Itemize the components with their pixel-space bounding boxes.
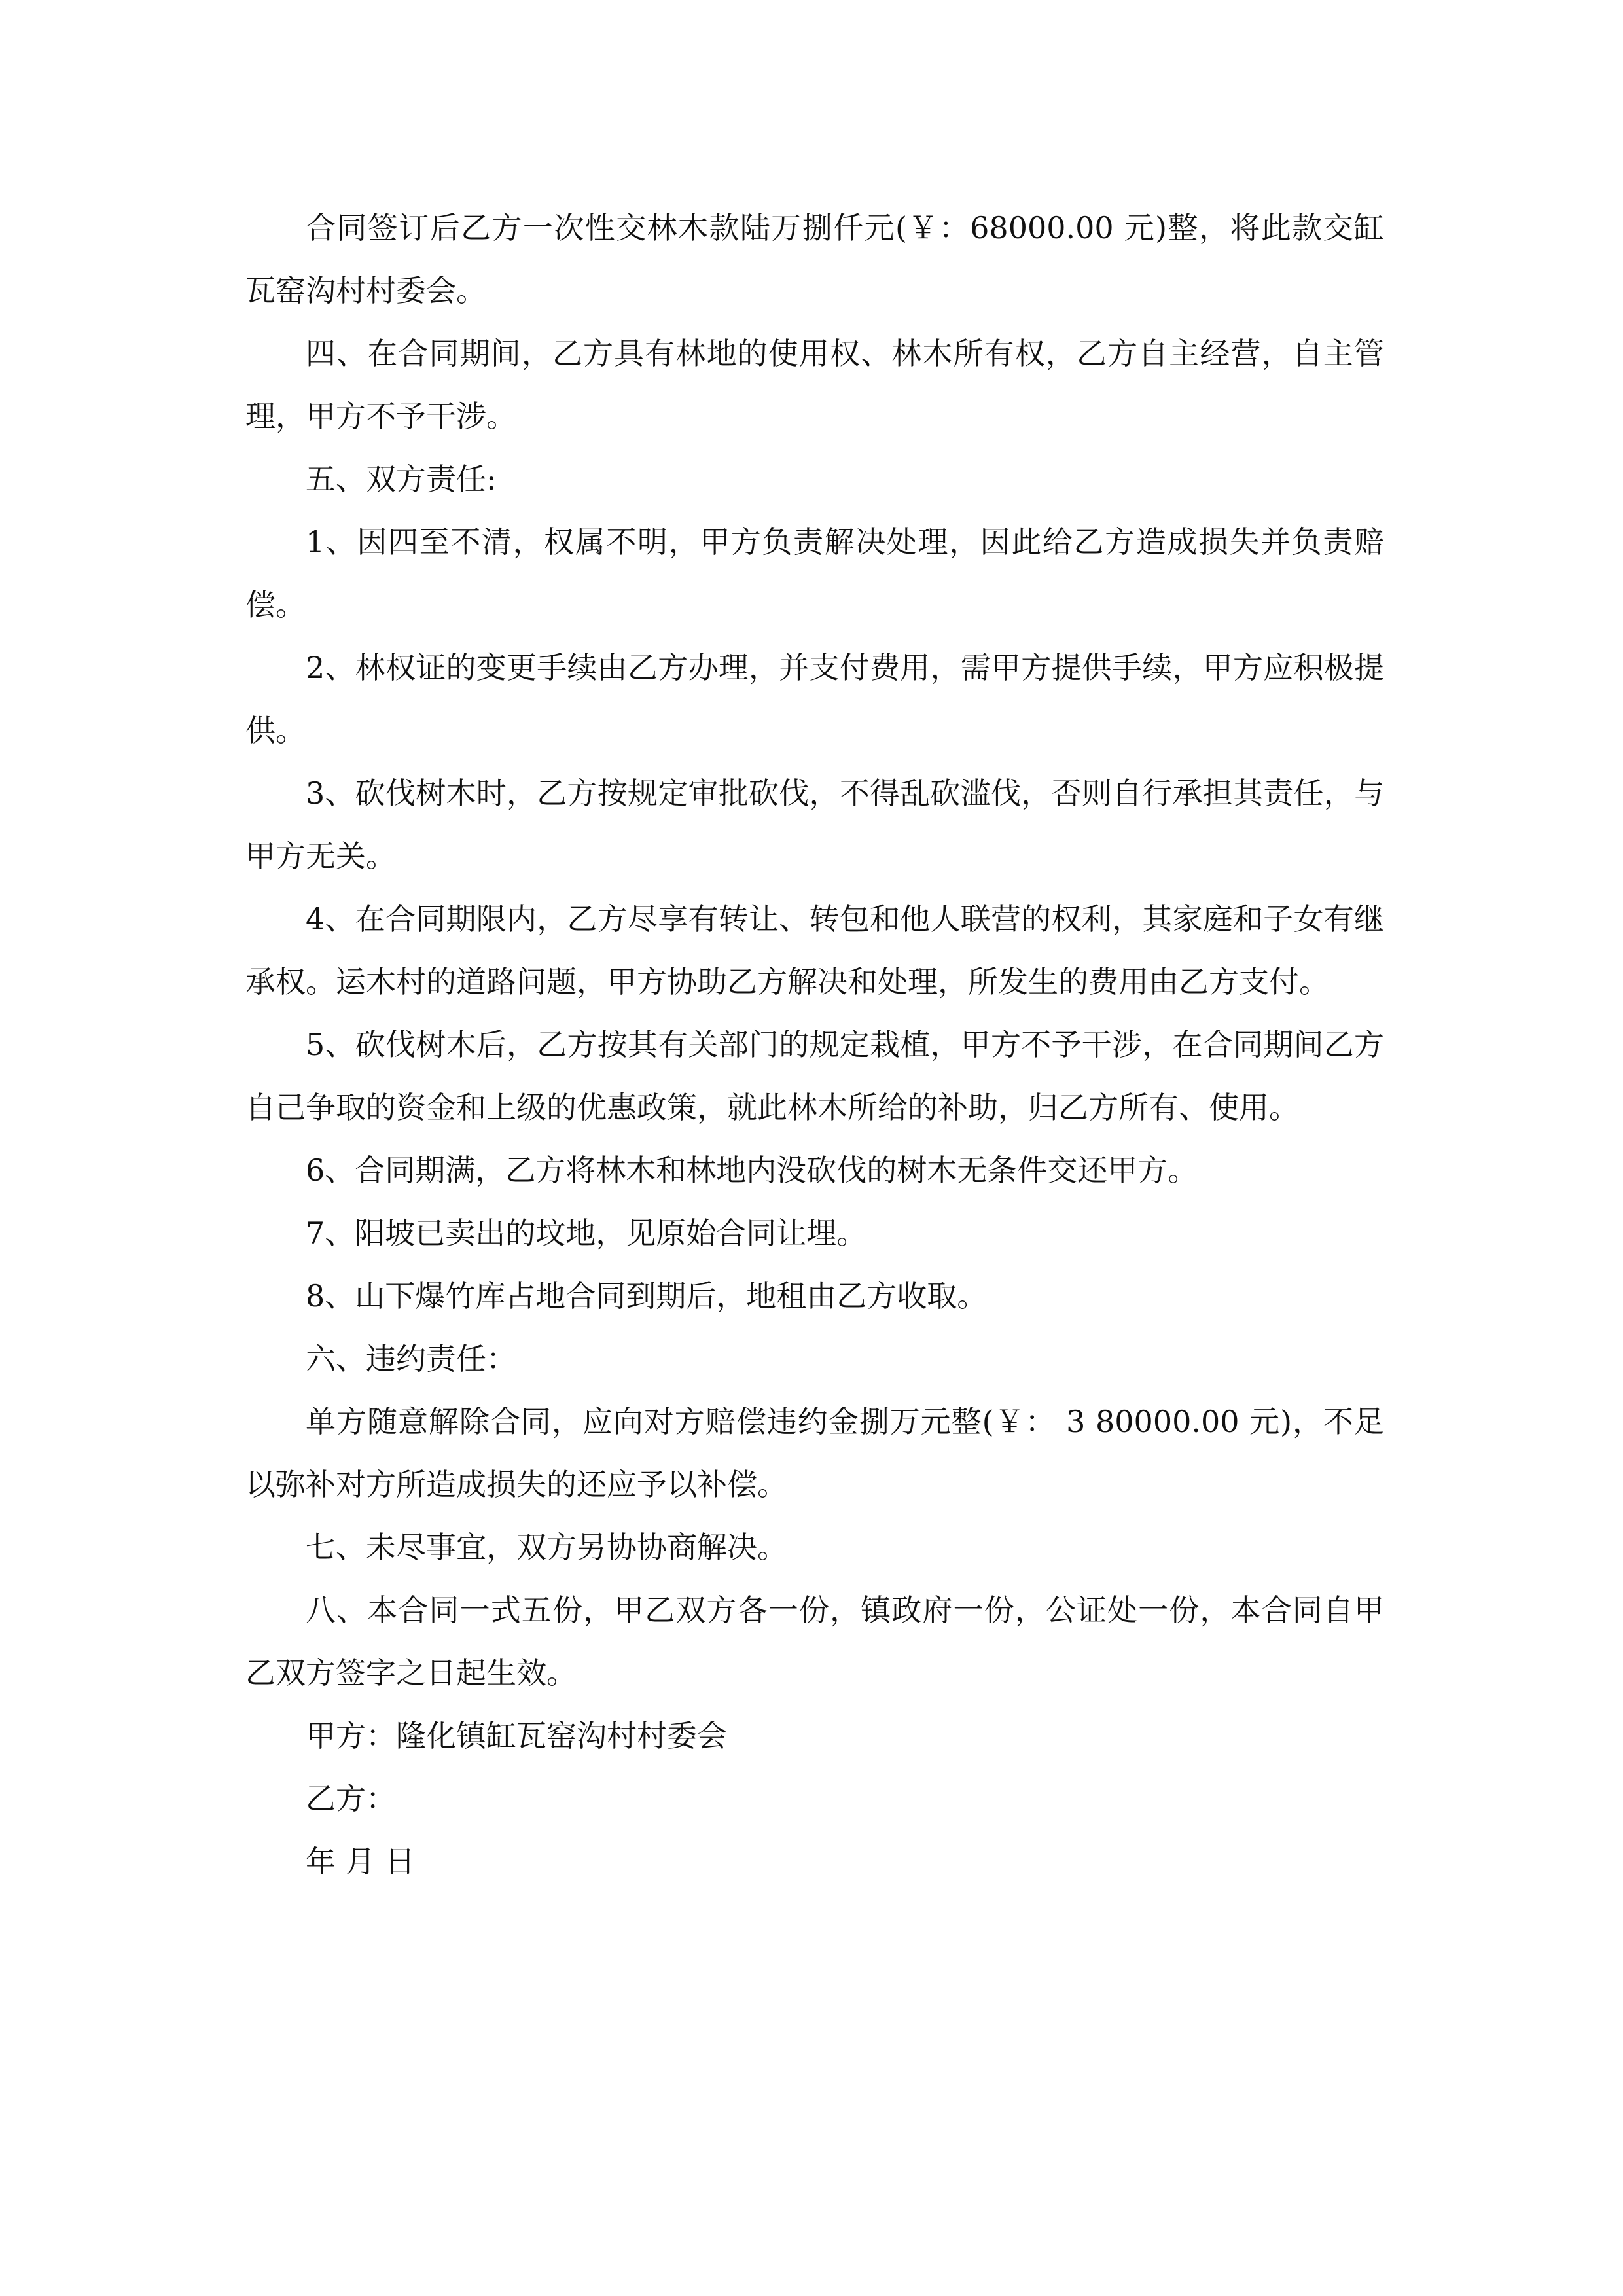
paragraph-clause-6-heading: 六、违约责任： [306,1341,516,1376]
party-b-line: 乙方： [306,1781,396,1816]
paragraph-clause-4: 四、在合同期间，乙方具有林地的使用权、林木所有权，乙方自主经营，自主管理，甲方不予干涉。 [245,336,1384,434]
paragraph-item-6: 6、合同期满，乙方将林木和林地内没砍伐的树木无条件交还甲方。 [306,1153,1198,1188]
paragraph-item-4: 4、在合同期限内，乙方尽享有转让、转包和他人联营的权利，其家庭和子女有继承权。运木村的道路问题，甲方协助乙方解决和处理，所发生的费用由乙方支付。 [245,901,1384,999]
paragraph-item-5: 5、砍伐树木后，乙方按其有关部门的规定栽植，甲方不予干涉，在合同期间乙方自己争取的资金和上级的优惠政策，就此林木所给的补助，归乙方所有、使用。 [245,1027,1384,1125]
party-a-line: 甲方：隆化镇缸瓦窑沟村村委会 [306,1718,727,1753]
contract-body [245,196,1384,1893]
paragraph-payment: 合同签订后乙方一次性交林木款陆万捌仟元(￥：68000.00 元)整，将此款交缸瓦窑沟村村委会。 [245,210,1384,308]
paragraph-item-1: 1、因四至不清，权属不明，甲方负责解决处理，因此给乙方造成损失并负责赔偿。 [245,524,1384,622]
paragraph-clause-8: 八、本合同一式五份，甲乙双方各一份，镇政府一份，公证处一份，本合同自甲乙双方签字之日起生效。 [245,1592,1384,1691]
paragraph-item-8: 8、山下爆竹库占地合同到期后，地租由乙方收取。 [306,1278,988,1314]
paragraph-item-2: 2、林权证的变更手续由乙方办理，并支付费用，需甲方提供手续，甲方应积极提供。 [245,650,1384,748]
paragraph-clause-7: 七、未尽事宜，双方另协协商解决。 [306,1530,787,1565]
paragraph-clause-5-heading: 五、双方责任: [306,461,497,497]
date-line: 年 月 日 [306,1844,416,1879]
paragraph-item-3: 3、砍伐树木时，乙方按规定审批砍伐，不得乱砍滥伐，否则自行承担其责任，与甲方无关。 [245,776,1384,874]
paragraph-item-7: 7、阳坡已卖出的坟地，见原始合同让埋。 [306,1215,867,1251]
paragraph-breach: 单方随意解除合同，应向对方赔偿违约金捌万元整(￥： 3 80000.00 元)，不足以弥补对方所造成损失的还应予以补偿。 [245,1404,1384,1502]
